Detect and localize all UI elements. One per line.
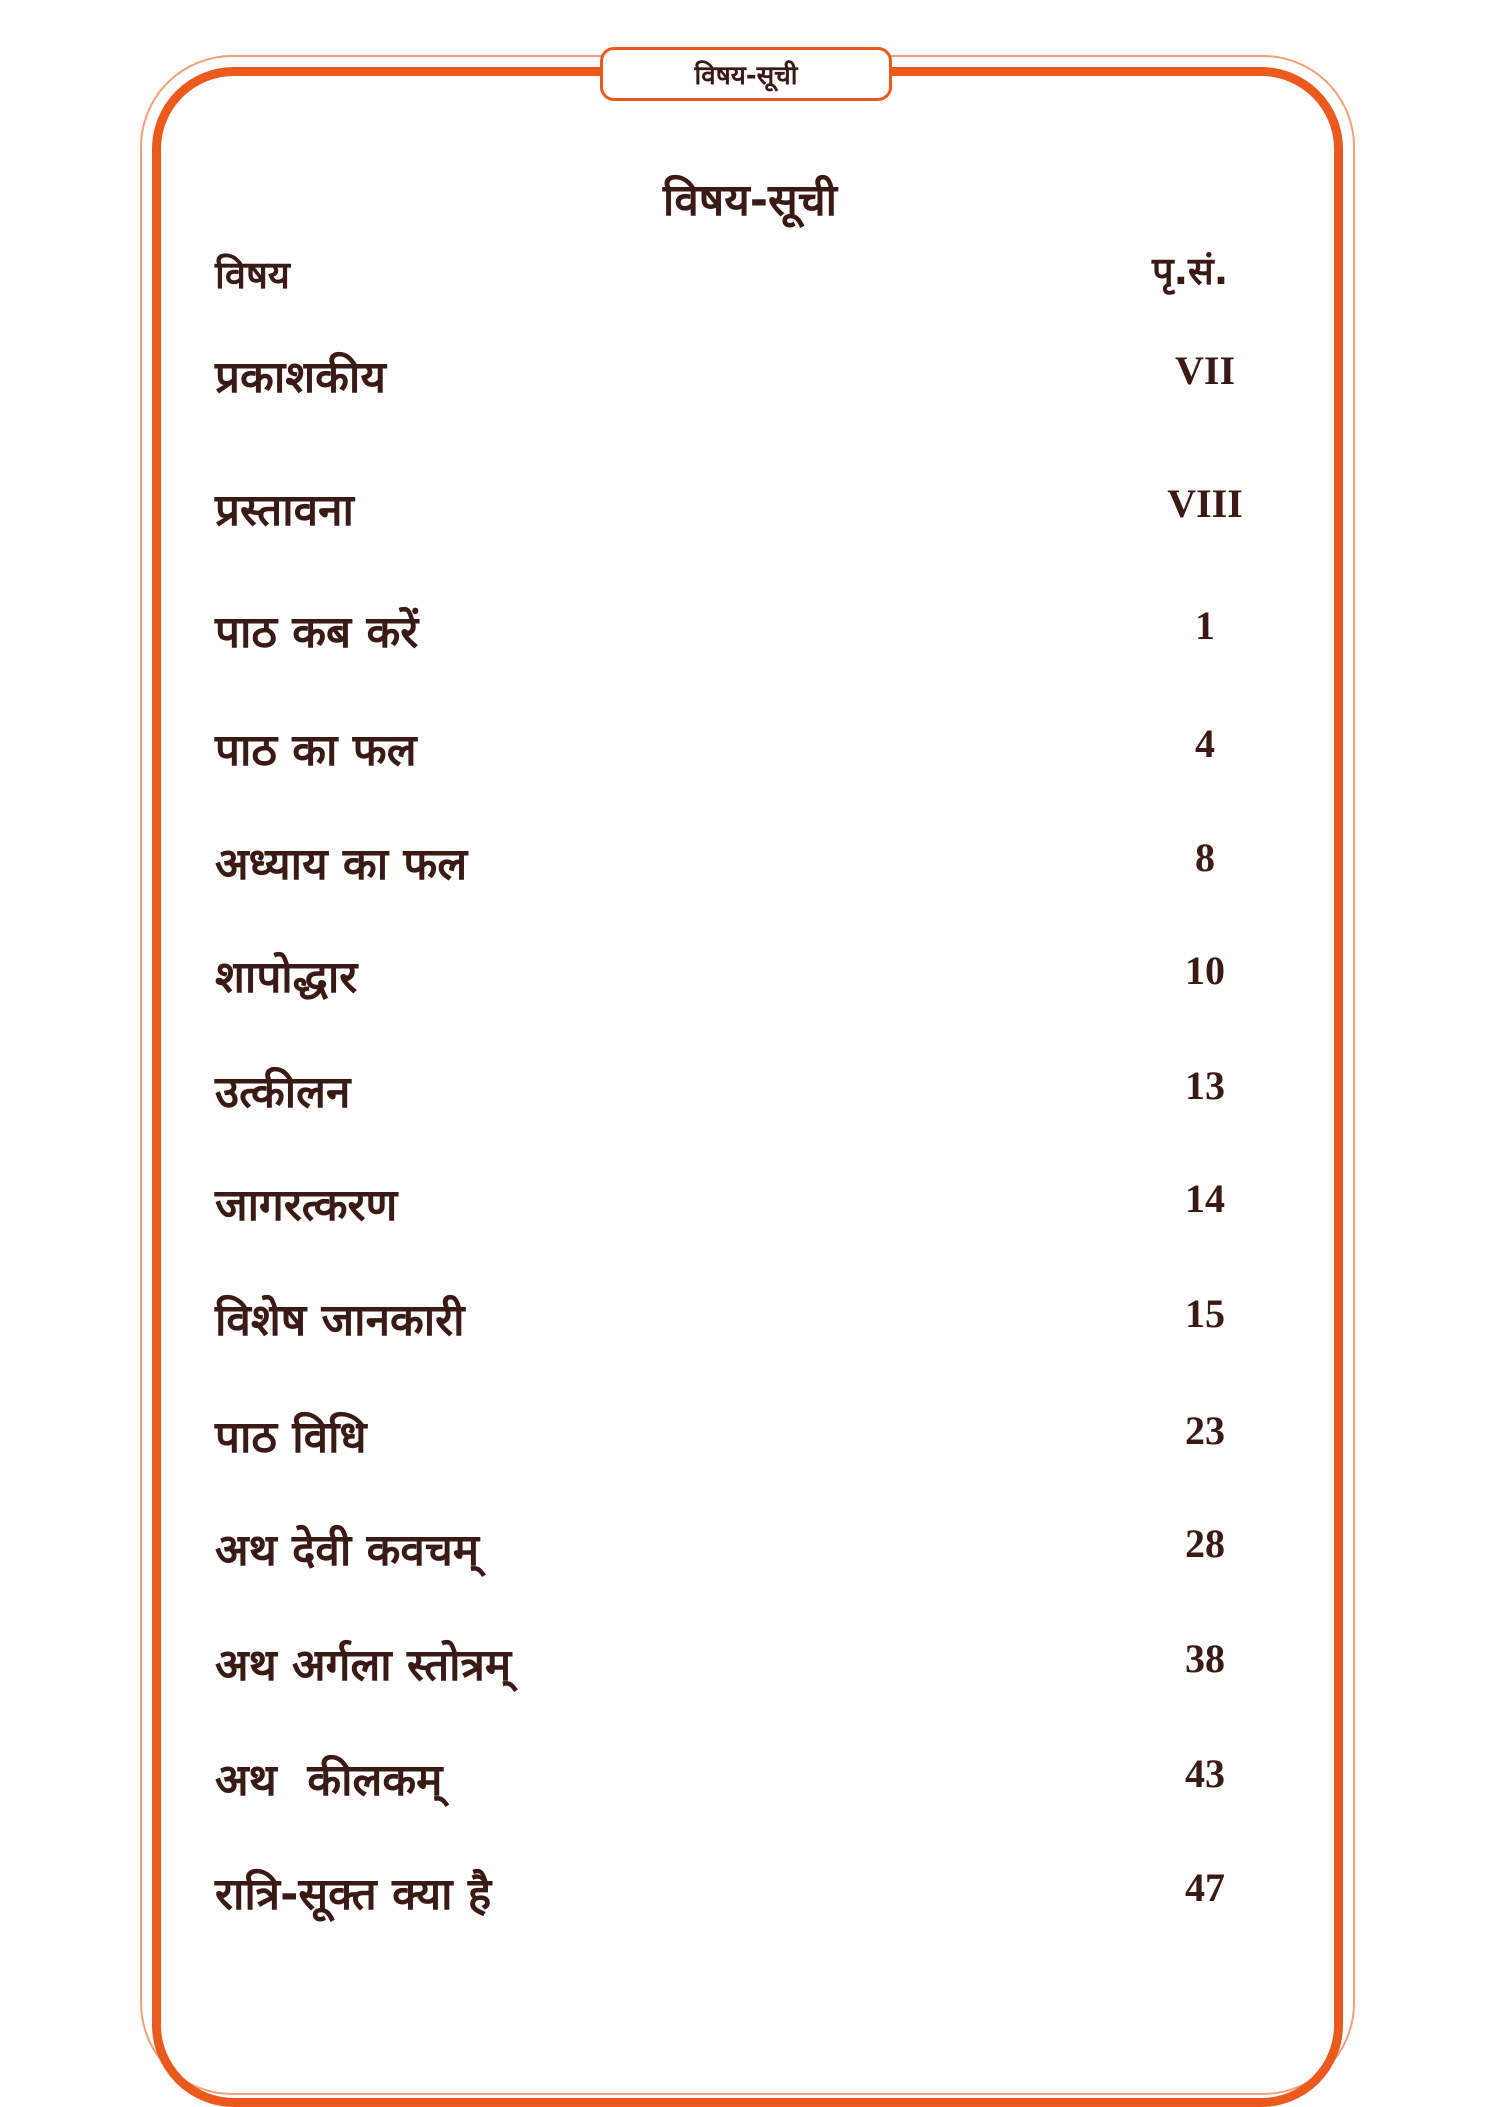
- toc-row: [0, 1518, 1500, 1578]
- toc-entry-title: विशेष जानकारी: [215, 1295, 465, 1346]
- toc-entry-page: 13: [1185, 1063, 1225, 1108]
- toc-row: [0, 1633, 1500, 1693]
- toc-entry-title: अथ अर्गला स्तोत्रम्: [215, 1640, 512, 1691]
- toc-entry-title: उत्कीलन: [215, 1067, 351, 1118]
- toc-entry-page: 47: [1185, 1865, 1225, 1910]
- toc-entry-page: VII: [1174, 348, 1236, 393]
- toc-row: [0, 1405, 1500, 1465]
- toc-row: [0, 600, 1500, 660]
- toc-entry-title: पाठ कब करें: [215, 607, 419, 658]
- toc-row: [0, 1060, 1500, 1120]
- toc-row: [0, 718, 1500, 778]
- toc-row: [0, 1862, 1500, 1922]
- column-header-page: पृ.सं.: [1152, 249, 1229, 293]
- toc-entry-page: 43: [1185, 1751, 1225, 1796]
- toc-entry-title: प्रकाशकीय: [215, 352, 386, 403]
- toc-entry-page: 28: [1185, 1521, 1225, 1566]
- toc-entry-title: अथ देवी कवचम्: [215, 1525, 480, 1576]
- toc-row: [0, 478, 1500, 538]
- toc-row: [0, 1748, 1500, 1808]
- toc-row: [0, 945, 1500, 1005]
- toc-entry-page: 4: [1195, 721, 1215, 766]
- toc-entry-title: जागरत्करण: [215, 1180, 398, 1231]
- toc-entry-page: 14: [1185, 1176, 1225, 1221]
- toc-entry-page: 23: [1185, 1408, 1225, 1453]
- toc-entry-page: 10: [1185, 948, 1225, 993]
- toc-entry-page: 8: [1195, 835, 1215, 880]
- header-tab-label: विषय-सूची: [694, 61, 798, 91]
- toc-entry-page: 15: [1185, 1291, 1225, 1336]
- toc-entry-title: अध्याय का फल: [215, 839, 468, 890]
- toc-entry-page: 38: [1185, 1636, 1225, 1681]
- column-header-subject: विषय: [215, 253, 290, 297]
- toc-entry-page: 1: [1195, 603, 1215, 648]
- toc-entry-title: शापोद्धार: [215, 952, 358, 1003]
- toc-entry-page: VIII: [1167, 481, 1243, 526]
- toc-entry-title: रात्रि-सूक्त क्या है: [215, 1869, 492, 1920]
- toc-row: [0, 1173, 1500, 1233]
- toc-row: [0, 1288, 1500, 1348]
- toc-row: [0, 832, 1500, 892]
- toc-entry-title: पाठ का फल: [215, 725, 417, 776]
- toc-entry-title: प्रस्तावना: [215, 485, 354, 536]
- toc-row: [0, 345, 1500, 405]
- toc-entry-title: पाठ विधि: [215, 1412, 367, 1463]
- page-title: विषय-सूची: [662, 175, 838, 226]
- toc-entry-title: अथ कीलकम्: [215, 1755, 443, 1806]
